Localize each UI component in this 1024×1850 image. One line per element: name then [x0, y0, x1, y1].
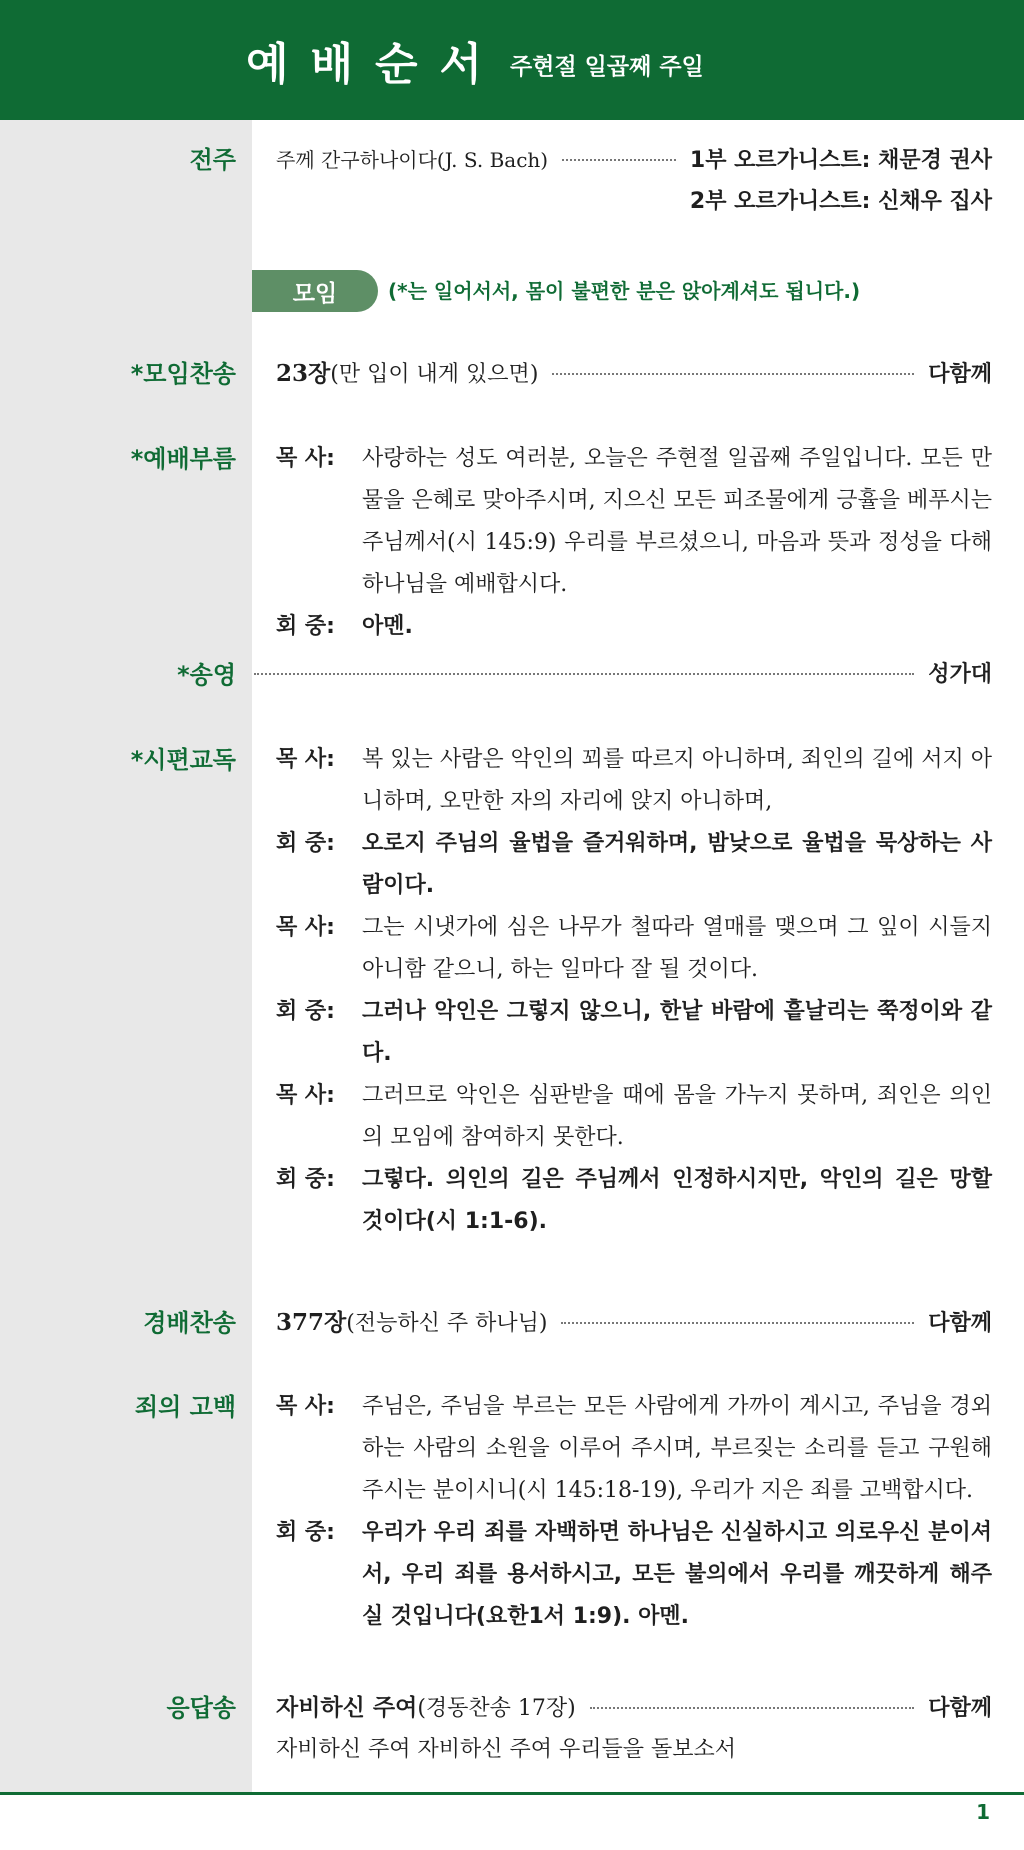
doxology-who: 성가대	[928, 662, 992, 687]
worship-hymn-label: 경배찬송	[143, 1309, 236, 1337]
congregation-text: 오로지 주님의 율법을 즐거워하며, 밤낮으로 율법을 묵상하는 사람이다.	[362, 831, 992, 898]
hymn-title: (만 입이 내게 있으면)	[330, 362, 539, 387]
hymn-number: 23장	[276, 360, 331, 387]
call-to-worship-block	[276, 438, 992, 648]
response-song-title: 자비하신 주여	[276, 1694, 418, 1721]
dialogue-line	[276, 907, 992, 991]
leader-dots	[590, 1707, 914, 1709]
speaker-label: 목 사:	[276, 747, 335, 772]
leader-dots	[561, 1322, 914, 1324]
speaker-label: 회 중:	[276, 1520, 335, 1545]
leader-dots	[254, 673, 914, 675]
pastor-text: 복 있는 사람은 악인의 꾀를 따르지 아니하며, 죄인의 길에 서지 아니하며, 오만한 자의 자리에 앉지 아니하며,	[362, 747, 992, 814]
gathering-hymn-label: *모임찬송	[130, 360, 236, 388]
page-number: 1	[976, 1800, 990, 1824]
confession-label: 죄의 고백	[134, 1393, 236, 1421]
response-who: 다함께	[928, 1696, 992, 1721]
psalm-reading-block	[276, 739, 992, 1243]
confession-block	[276, 1386, 992, 1638]
response-row	[276, 1690, 992, 1727]
worship-hymn-title	[276, 1305, 547, 1342]
dialogue-line	[276, 1512, 992, 1638]
hymn-title: (전능하신 주 하나님)	[346, 1311, 548, 1336]
response-label: 응답송	[166, 1694, 236, 1722]
worship-hymn-who: 다함께	[928, 1311, 992, 1336]
congregation-text: 우리가 우리 죄를 자백하면 하나님은 신실하시고 의로우신 분이셔서, 우리 죄를 용서하시고, 모든 불의에서 우리를 깨끗하게 해주실 것입니다(요한1서 1:9). 아멘.	[362, 1520, 992, 1629]
speaker-label: 회 중:	[276, 614, 335, 639]
pastor-text: 주님은, 주님을 부르는 모든 사람에게 가까이 계시고, 주님을 경외하는 사람의 소원을 이루어 주시며, 부르짖는 소리를 듣고 구원해 주시는 분이시니(시 145:18-19), 우리가 지은 죄를 고백합시다.	[362, 1394, 992, 1503]
gathering-hymn-who: 다함께	[928, 362, 992, 387]
speaker-label: 회 중:	[276, 1167, 335, 1192]
page-title: 예배순서	[246, 39, 505, 90]
call-to-worship-label: *예배부름	[130, 445, 236, 473]
congregation-text: 그러나 악인은 그렇지 않으니, 한낱 바람에 흩날리는 쭉정이와 같다.	[362, 999, 992, 1066]
speaker-label: 회 중:	[276, 831, 335, 856]
dialogue-line	[276, 823, 992, 907]
gathering-hymn-title	[276, 356, 538, 393]
speaker-label: 목 사:	[276, 1083, 335, 1108]
speaker-label: 회 중:	[276, 999, 335, 1024]
congregation-text: 그렇다. 의인의 길은 주님께서 인정하시지만, 악인의 길은 망할 것이다(시 1:1-6).	[362, 1167, 992, 1234]
prelude-label: 전주	[189, 146, 236, 174]
dialogue-line	[276, 1075, 992, 1159]
page-header	[0, 0, 1024, 120]
doxology-label: *송영	[177, 661, 236, 689]
prelude-row	[276, 142, 992, 179]
organist-2: 2부 오르가니스트: 신채우 집사	[689, 189, 992, 214]
speaker-label: 목 사:	[276, 915, 335, 940]
pastor-text: 사랑하는 성도 여러분, 오늘은 주현절 일곱째 주일입니다. 모든 만물을 은혜로 맞아주시며, 지으신 모든 피조물에게 긍휼을 베푸시는 주님께서(시 145:9) 우리를 부르셨으니, 마음과 뜻과 정성을 다해 하나님을 예배합시다.	[362, 446, 992, 597]
leader-dots	[562, 159, 676, 161]
psalm-reading-label: *시편교독	[130, 746, 236, 774]
response-source: (경동찬송 17장)	[417, 1696, 576, 1721]
doxology-row	[276, 657, 992, 693]
leader-dots	[552, 373, 914, 375]
response-title	[276, 1690, 576, 1727]
dialogue-line	[276, 991, 992, 1075]
hymn-number: 377장	[276, 1309, 347, 1336]
organist-1: 1부 오르가니스트: 채문경 권사	[689, 148, 992, 173]
dialogue-line	[276, 606, 992, 648]
speaker-label: 목 사:	[276, 446, 335, 471]
section-note: (*는 일어서서, 몸이 불편한 분은 앉아계셔도 됩니다.)	[388, 279, 861, 303]
page-subtitle: 주현절 일곱째 주일	[510, 53, 704, 80]
dialogue-line	[276, 739, 992, 823]
dialogue-line	[276, 438, 992, 606]
prelude-piece: 주께 간구하나이다(J. S. Bach)	[276, 148, 549, 172]
worship-hymn-row	[276, 1305, 992, 1342]
pastor-text: 그는 시냇가에 심은 나무가 철따라 열매를 맺으며 그 잎이 시들지 아니함 같으니, 하는 일마다 잘 될 것이다.	[362, 915, 992, 982]
section-badge: 모임	[252, 270, 378, 312]
dialogue-line	[276, 1159, 992, 1243]
speaker-label: 목 사:	[276, 1394, 335, 1419]
congregation-text: 아멘.	[362, 614, 413, 639]
gathering-hymn-row	[276, 356, 992, 393]
pastor-text: 그러므로 악인은 심판받을 때에 몸을 가누지 못하며, 죄인은 의인의 모임에 참여하지 못한다.	[362, 1083, 992, 1150]
dialogue-line	[276, 1386, 992, 1512]
response-lyrics: 자비하신 주여 자비하신 주여 우리들을 돌보소서	[276, 1737, 737, 1762]
footer-rule	[0, 1792, 1024, 1795]
